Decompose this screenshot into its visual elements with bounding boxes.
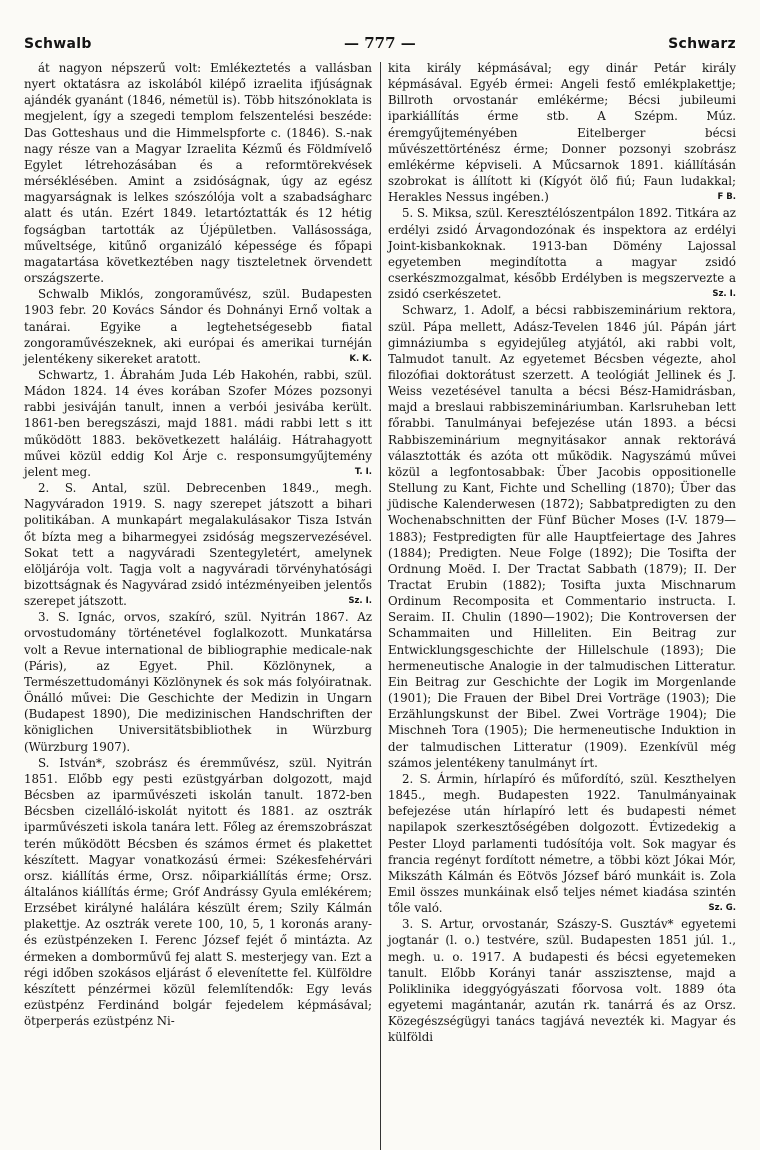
author-signature: Sz. G. <box>708 903 736 914</box>
entry-paragraph <box>388 302 736 771</box>
running-header <box>24 34 736 54</box>
entry-paragraph <box>24 60 372 286</box>
entry-paragraph <box>24 286 372 367</box>
right-column <box>388 60 736 1046</box>
column-divider <box>380 62 381 1150</box>
entry-paragraph <box>24 609 372 754</box>
entry-text: 5. S. Miksa, szül. Keresztélószentpálon 1892. Titkára az erdélyi zsidó Árvagondozónak és inspektora az erdélyi Joint-kisbankoknak. 1913-ban Dömény Lajossal egyetemben megindította a magyar zsidó cserkészmozgalmat, később Erdélyben is megszervezte a zsidó cserkészetet. <box>388 206 737 302</box>
header-right-word: Schwarz <box>668 36 736 52</box>
author-signature: Sz. I. <box>712 289 736 300</box>
left-column <box>24 60 372 1046</box>
entry-text: Schwalb Miklós, zongoraművész, szül. Budapesten 1903 febr. 20 Kovács Sándor és Dohnányi Ernő voltak a tanárai. Egyike a legtehetségesebb fiatal zongoraművészeknek, aki európai és amerikai turnéján jelentékeny sikereket aratott. <box>24 287 372 366</box>
entry-text: Schwarz, 1. Adolf, a bécsi rabbiszeminárium rektora, szül. Pápa mellett, Adász-Tevelen 1846 júl. Pápán járt gimnáziumba s egyidejűleg atyjától, aki rabbi volt, Talmudot tanult. Az egyetemet Bécsben végezte, ahol filozófiai doktorátust szerzett. A teológiát Jellinek és J. Weiss vezetésével tanulta a bécsi Bész-Hamidrásban, majd a breslaui rabbiszemináriumban. Karlsruheban lett főrabbi. Tanulmányai befejezése után 1893. a bécsi Rabbiszeminárium megnyitásakor annak rektorává választották és azóta ott működik. Nagyszámú művei közül a legfontosabbak: Über Jacobis oppositionelle Stellung zu Kant, Fichte und Schelling (1870); Über das jüdische Kalenderwesen (1872); Sabbatpredigten zu den Wochenabschnitten der Fünf Bücher Moses (I-V. 1879—1883); Festpredigten für alle Hauptfeiertage des Jahres (1884); Predigten. Neue Folge (1892); Die Tosifta der Ordnung Moëd. I. Der Tractat Sabbath (1879); II. Der Tractat Erubin (1882); Tosifta juxta Mischnarum Ordinum Recomposita et Commentario instructa. I. Seraim. II. Chulin (1890—1902); Die Kontroversen der Schammaiten und Hilleliten. Ein Beitrag zur Entwicklungsgeschichte der Hillelschule (1893); Die hermeneutische Analogie in der talmudischen Litteratur. Ein Beitrag zur Geschichte der Logik im Morgenlande (1901); Die Frauen der Bibel Drei Vorträge (1903); Die Erzählungskunst der Bibel. Zwei Vorträge 1904); Die Mischneh Tora (1905); Die hermeneutische Induktion in der talmudischen Litteratur (1909). Ezenkívül még számos jelentékeny tanulmányt írt. <box>388 303 736 770</box>
text-columns <box>24 60 736 1046</box>
entry-paragraph <box>24 480 372 609</box>
entry-text: 2. S. Antal, szül. Debrecenben 1849., megh. Nagyváradon 1919. S. nagy szerepet játszott a bihari politikában. A munkapárt megalakulásakor Tisza István őt bízta meg a biharmegyei zsidóság megszervezésével. Sokat tett a nagyváradi Szentegyletért, amelynek elöljárója volt. Tagja volt a nagyváradi törvényhatósági bizottságnak és Nagyvárad zsidó intézményeiben jelentős szerepet játszott. <box>24 481 372 609</box>
author-signature: K. K. <box>349 353 372 364</box>
page-number: — 777 — <box>344 34 416 52</box>
entry-text: kita király képmásával; egy dinár Petár király képmásával. Egyéb érmei: Angeli festő emlékplakettje; Billroth orvostanár emlékérme; Bécsi jubileumi iparkiállítás érme stb. A Szépm. Múz. éremgyűjteményében Eitelberger bécsi művészettörténész érme; Donner pozsonyi szobrász emlékérme képviseli. A Műcsarnok 1891. kiállításán szobrokat is állított ki (Kígyót ölő fiú; Faun ludakkal; Herakles Nessus ingében.) <box>388 61 736 205</box>
author-signature: F B. <box>717 192 736 203</box>
author-signature: Sz. I. <box>348 596 372 607</box>
entry-text: Schwartz, 1. Ábrahám Juda Léb Hakohén, rabbi, szül. Mádon 1824. 14 éves korában Szofer Mózes pozsonyi rabbi jesiváján tanult, innen a verbói jesivába került. 1861-ben beregszászi, majd 1881. mádi rabbi lett s itt működött 1883. bekövetkezett haláláig. Hátrahagyott művei közül eddig Kol Árje c. responsumgyűjtemény jelent meg. <box>24 367 372 479</box>
entry-paragraph <box>388 771 736 916</box>
entry-paragraph <box>388 60 736 205</box>
entry-text: 2. S. Ármin, hírlapíró és műfordító, szül. Keszthelyen 1845., megh. Budapesten 1922. Tanulmányainak befejezése után hírlapíró lett és budapesti német napilapok szerkesztőségében dolgozott. Évtizedekig a Pester Lloyd parlamenti tudósítója volt. Sok magyar és francia regényt fordított németre, a többi közt Jókai Mór, Mikszáth Kálmán és Eötvös József báró munkáit is. Zola Emil összes munkáinak első teljes német kiadása szintén tőle való. <box>388 771 736 916</box>
entry-paragraph <box>24 755 372 1030</box>
header-left-word: Schwalb <box>24 36 92 52</box>
entry-text: 3. S. Ignác, orvos, szakíró, szül. Nyitrán 1867. Az orvostudomány történetével foglalkozott. Munkatársa volt a Revue international de bibliographie medicale-nak (Páris), az Egyet. Phil. Közlönynek, a Természettudományi Közlönynek és sok más folyóiratnak. Önálló művei: Die Geschichte der Medizin in Ungarn (Budapest 1890), Die medizinischen Handschriften der königlichen Universitätsbibliothek in Würzburg (Würzburg 1907). <box>24 610 372 754</box>
author-signature: T. I. <box>354 466 372 477</box>
entry-text: 3. S. Artur, orvostanár, Szászy-S. Gusztáv* egyetemi jogtanár (l. o.) testvére, szül. Budapesten 1851 júl. 1., megh. u. o. 1917. A budapesti és bécsi egyetemeken tanult. Előbb Korányi tanár asszisztense, majd a Poliklinika ideggyógyászati főorvosa volt. 1889 óta egyetemi magántanár, azután rk. tanárrá és az Orsz. Közegészségügyi tanács tagjává nevezték ki. Magyar és külföldi <box>388 917 736 1045</box>
entry-text: át nagyon népszerű volt: Emlékeztetés a vallásban nyert oktatásra az iskolából kilépő izraelita ifjúságnak ajándék gyanánt (1846, németül is). Több hitszónoklata is megjelent, így a szegedi templom felszentelési beszéde: Das Gotteshaus und die Himmelspforte c. (1846). S.-nak nagy része van a Magyar Izraelita Kézmű és Földmívelő Egylet létrehozásában és a reformtörekvések mérséklésében. Amint a zsidóságnak, úgy az egész magyarságnak is lelkes szószólója volt a szabadságharc alatt és után. Ezért 1849. letartóztatták és 12 hétig fogságban tartották az Újépületben. Vallásossága, műveltsége, kitűnő organizáló képessége és főpapi magatartása következtében nagy tiszteletnek örvendett országszerte. <box>24 61 372 286</box>
entry-paragraph <box>388 205 736 302</box>
entry-paragraph <box>388 916 736 1045</box>
entry-paragraph <box>24 367 372 480</box>
entry-text: S. István*, szobrász és éremművész, szül. Nyitrán 1851. Előbb egy pesti ezüstgyárban dolgozott, majd Bécsben az iparművészeti iskolán tanult. 1872-ben Bécsben cizelláló-iskolát nyitott és 1881. az osztrák iparművészeti iskola tanára lett. Főleg az éremszobrászat terén működött Bécsben és számos érmet és plakettet készített. Magyar vonatkozású érmei: Székesfehérvári orsz. kiállítás érme, Orsz. nőiparkiállítás érme; Orsz. általános kiállítás érme; Gróf Andrássy Gyula emlékérem; Erzsébet királyné halálára készült érem; Szily Kálmán plakettje. Az osztrák verete 100, 10, 5, 1 koronás arany- és ezüstpénzeken I. Ferenc József fejét ő mintázta. Az érmeken a domborművű fej alatt S. mesterjegy van. Ezt a régi időben szokásos eljárást ő elevenítette fel. Külföldre készített pénzérmei közül felemlítendők: Egy levás ezüstpénz Ferdinánd bolgár fejedelem képmásával; ötperperás ezüstpénz Ni- <box>24 755 372 1029</box>
